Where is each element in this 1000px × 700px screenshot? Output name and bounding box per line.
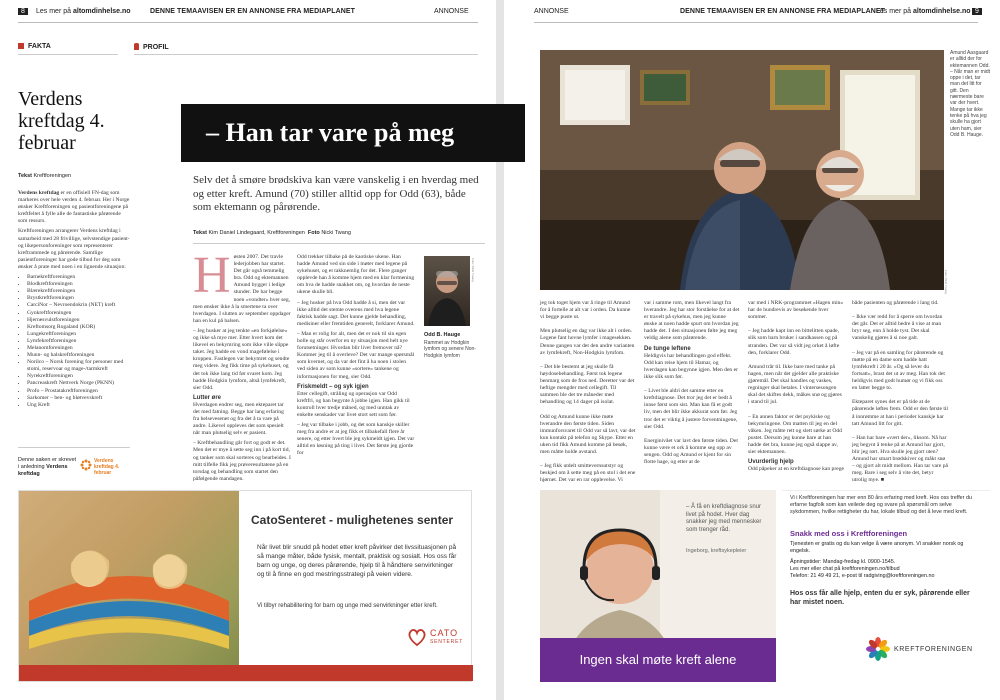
page-number: 9 (972, 8, 982, 15)
organization-item: • Hjernesvulstforeningen (27, 317, 130, 324)
ad-photo-children (19, 491, 239, 667)
organization-item: • Pancreaskreft Nettverk Norge (PKNN) (27, 380, 130, 387)
ad-hours: Åpningstider: Mandag-fredag kl. 0900-1545. (790, 559, 896, 565)
photo-credit: Foto: Nicki Twang (944, 270, 948, 294)
page-header (504, 8, 1000, 20)
fakta-title: Verdens kreftdag 4. februar (18, 88, 105, 154)
annonse-label: ANNONSE (434, 8, 469, 15)
ad-divider (244, 497, 246, 665)
couple-photo (540, 50, 944, 290)
kreftforeningen-ad-photo[interactable] (540, 490, 776, 682)
organization-item: • Munn- og halskreftforeningen (27, 352, 130, 359)
drop-cap: H (193, 247, 231, 304)
fakta-footer-rule (18, 447, 130, 448)
portrait-photo (424, 256, 470, 326)
article-column-1: Høsten 2007. Det travle lederjobben har startet. Det går også temmelig bra. Odd og ektemannen Amund bygger i ledige stunder. De har begge noen «vondter» hver seg, men ønsker ikke å la smertene ta over hverdagen. I slutten av september oppdager han en kul på halsen. – Jeg husker at jeg tenkte «en forkjølelse» og ikke så mye mer. Etter hvert kom det likevel en bekymring som ikke ville slippe taket. Jeg hadde en vond magefølelse i kroppen. Fastlegen var bekymret og sendte meg videre. Jeg fikk time på sykehuset, og det tok ikke lang tid før svaret kom. Jeg hadde Hodgkin lymfom, altså lymfekreft, sier Odd. Lutter øre Hverdagen endrer seg, men ekteparet tar det med fatning. Begge har lang erfaring fra helsevesenet og fra det å ta vare på andre. Likevel oppleves det som spesielt når man plutselig selv er pasient. – Kreftbehandling går fort og godt er det. Men det er mye å sette seg inn i på kort tid, og tanker som skal sorteres og bearbeides. I mitt tilfelle fikk jeg prøveresultatene på en torsdag og behandling som startet den påfølgende mandagen. (193, 247, 291, 482)
article-column-2: Odd trekker tilbake på de kaotiske ukene. Han hadde Amund ved sin side i møter med legene på sykehuset, og et takknemlig for det. Flere ganger opplevde han å komme hjem med en klar formening om hva de hadde snakket om, og hvordan de neste ukene skulle bli. – Jeg husker på hva Odd hadde å si, men det var ikke alltid det stemte overens med hva legene faktisk hadde sagt. Det kunne gjelde behandling, medisiner eller fremtiden generelt, forklarer Amund. – Man er rolig for alt, men det er nok til sin egen bolle og står overfor en ny situasjon med helt nye forutsetninger. Hvordan blir livet fremover nå? Kommer jeg til å overleve? Det var mange spørsmål som kvernet, og da var det fint å ha noen i stolen ved siden av som kunne «sortere» tankene og informasjonen for meg, sier Odd. Friskmeldt – og syk igjen Etter cellegift, stråling og operasjon var Odd kreftfri, og han begynte å jobbe igjen. Han gikk til kontroll hver tredje måned, og med unntak av enkelte senskader var livet stort sett som før. – Jeg var tilbake i jobb, og det som kanskje skiller meg fra andre er at jeg fikk et tilbakefall flere år senere, og etter hvert ble jeg sykmeldt igjen. Det var alltid en løsning på ting i livet. Det første jeg gjorde for (297, 254, 415, 457)
site-link[interactable]: Les mer på altomdinhelse.no (876, 8, 971, 15)
kreftdag-logo-text: Verdens kreftdag 4. februar (94, 458, 120, 476)
ad-intro: Vi i Kreftforeningen har mer enn 80 års erfaring med kreft. Hos oss treffer du erfarne fagfolk som kan veilede deg og svare på spørsmål om selve sykdommen, hvilke rettigheter du har, lokale tilbud og det å leve med kreft. (790, 495, 972, 515)
ad-quote-name: Ingeborg, kreftsykepleier (686, 548, 747, 554)
ad-title: CatoSenteret - mulighetenes senter (251, 513, 454, 527)
header-rule (534, 22, 978, 23)
page-number: 8 (18, 8, 28, 15)
organization-item: • Lymfekreftforeningen (27, 338, 130, 345)
kreftforeningen-logo-icon (866, 637, 890, 661)
headline: – Han tar vare på meg (181, 104, 525, 162)
article-column-5: var med i NRK-programmet «Hagen min» har de hundrevis av besøkende hver sommer. – Jeg hadde kapt inn en bittelitten spade, slik som barn bruker i sandkassen og på stranden. Det var så vidt jeg orket å løfte den, forklarer Odd. Amund trår til. Ikke bare med tanke på hagen, men når det gjelder alle praktiske gjøremål. Det skal handles og vaskes, regninger skal betales. I vintersesongen skal det skiftes dekk, måkes snø og gjøres i stand til jul. – En annen faktor er det psykiske og bekymringene. Om matten til jeg en del våken. Jeg måtte rett og slett sørke at Odd pustet. Dersom jeg kunne bare at han hadde det bra, kunne jeg også slappe av, sier ektemannen. Uvurderlig hjelp Odd påpeker at en kreftdiagnose kan prege (748, 300, 844, 473)
organization-item: • Sarkomer – ben- og bløtvevskreft (27, 395, 130, 402)
section-fakta: FAKTA (18, 43, 51, 50)
organization-item: • Norilco – Norsk forening for personer med stomi, reservoar og mage-/tarmkreft (27, 359, 130, 373)
organization-item: • Brystkreftforeningen (27, 295, 130, 302)
organization-item: • Blærekreftforeningen (27, 288, 130, 295)
organization-item: • Barnekreftforeningen (27, 274, 130, 281)
article-column-4: var i samme rom, men likevel langt fra hverandre. Jeg har stor forståelse for at det er travelt på sykehus, men jeg kunne ønske at noen hadde spurt om hvordan jeg hadde det. I den situasjonen følte jeg meg veldig alene som pårørende. De tunge leftene Heldigvis har behandlingen god effekt. Odd kan reise hjem til Hamar, og hverdagen kan begynne igjen. Men den er ikke slik som før. – Livet ble aldri det samme etter en kreftdiagnose. Det tror jeg det er bedt å innse først som sist. Man kan få et godt liv, men det blir ikke akkurat som før. Jeg tror det er viktig å justere forventningene, sier Odd. Energinivået var lavt den første tiden. Det kunne være et ork å komme seg opp av sengen. Odd og Amund er kjent for sin flotte hage, og etter at de (644, 300, 740, 466)
ad-cta-body: Tjenesten er gratis og du kan velge å være anonym. Vi snakker norsk og engelsk. (790, 541, 964, 554)
header-rule (18, 22, 478, 23)
organization-item: • Melanomforeningen (27, 345, 130, 352)
ad-red-bar (19, 665, 473, 681)
profile-byline: Tekst Kim Daniel Lindegaard, Kreftforeningen Foto Nicki Twang (193, 230, 351, 236)
cato-logo-line2: SENTERET (430, 639, 464, 645)
lead-text: Selv det å smøre brødskiva kan være vanskelig i en hverdag med og etter kreft. Amund (70) stiller alltid opp for Odd (63), både som ektemann og pårørende. (193, 174, 479, 213)
organization-list (18, 274, 130, 409)
kreftforeningen-logo-text: KREFTFORENINGEN (894, 646, 973, 653)
cato-heart-icon (407, 627, 427, 647)
annonse-label: ANNONSE (534, 8, 569, 15)
organization-item: • Lungekreftforeningen (27, 331, 130, 338)
organization-item: • Ung Kreft (27, 402, 130, 409)
ad-chat-link[interactable]: Les mer eller chat på kreftforeningen.no/tilbud (790, 566, 900, 572)
photo-caption: Amund Aasgaard er alltid der for ektemannen Odd. – Når man er midt oppe i det, tar man det litt for gitt. Den nærmeste bare var der hvert. Mange tar ikke tenke på hva jeg skulle ha gjort uten ham, sier Odd B. Hauge. (950, 50, 991, 138)
header-banner: DENNE TEMAAVISEN ER EN ANNONSE FRA MEDIAPLANET (680, 8, 886, 15)
left-page (0, 0, 496, 700)
portrait-name: Odd B. Hauge (424, 332, 461, 338)
ad-body: Når livet blir snudd på hodet etter kreft påvirker det livssituasjonen på så mange måter, både fysisk, mentalt, praktisk og sosialt. Hos oss får barn og unge, og deres pårørende, hjelp til å håndtere senvirkninger og til å finne en god mestringsstrategi på veien videre. (257, 544, 457, 578)
ad-contact[interactable]: Telefon: 21 49 49 21, e-post til radgiving@kreftforeningen.no (790, 573, 935, 579)
article-column-6: både pasienten og pårørende i lang tid. – Ikke vær redd for å sperre om hvordan det går. Det er alltid bedre å vise at man bryr seg, enn å holde tyst. Det skal vanskelig gjøres å si noe galt. – Jeg var på en samling for pårørende og møtte på en dame som hadde hatt lymfekreft i 20 år. «Og så lever du fortsatt», brast det ut av meg. Han tok det heldigvis med godt humør og vi fikk oss en latter begge to. Ekteparet synes det er på tide at de pårørende løftes frem. Odd er den første til å innrømme at han i perioder kanskje har tatt Amund litt for gitt. – Han har bare «vært der», liksom. Nå har jeg begynt å tenke på at Amund har gjort, blir jeg rørt. Hva skulle jeg gjort uten? Amund har smart brødskiver og måkt snø – og gjort alt midt mellom. Han tar vare på meg. Bare i seg selv å vite det, betyr utrolig mye. ■ (852, 300, 949, 484)
organization-item: • Nyrekreftforeningen (27, 373, 130, 380)
organization-item: • Gynkreftforeningen (27, 310, 130, 317)
ad-closing: Hos oss får alle hjelp, enten du er syk, pårørende eller har mistet noen. (790, 590, 970, 606)
kreftforeningen-ad-info (782, 490, 990, 682)
catosenteret-ad[interactable] (18, 490, 472, 682)
article-column-3: jeg tok toget hjem var å ringe til Amund for å fortelle at alt var i orden. Da kunne vi begge puste ut. Men plutselig en dag var ikke alt i orden. Legene fant hovne lymfer i magesekken. Denne gangen var det den andre varianten av lymfekreft, Non-Hodgkin lymfom. – Det ble bestemt at jeg skulle få høydosebehandling. Først tok legene benmarg som de fros ned. Deretter var det heftige mengder med cellegift. Til sammen ble det tre måneder med behandling og 14 dager på isolat. Odd og Amund kunne ikke møte hverandre den første tiden. Siden immunforsvaret til Odd var så lavt, var det kun kontakt på telefon og Skype. Etter en uken tid fikk Amund komme på besøk, men måtte holde avstand. – Jeg fikk utdelt smittevernsutstyr og beskjed om å sette meg på en stol i det ene hjørnet. Det var en rar opplevelse. Vi (540, 300, 636, 484)
fakta-byline: Tekst Kreftforeningen (18, 173, 72, 179)
cato-logo-line1: CATO (430, 628, 459, 638)
ad-slogan: Ingen skal møte kreft alene (540, 638, 776, 682)
organization-item: • Profo – Prostatakreftforeningen (27, 388, 130, 395)
portrait-credit: Foto: Nicki Twang (471, 258, 475, 282)
section-profil: PROFIL (134, 43, 169, 51)
page-header (0, 8, 496, 20)
profil-rule (134, 54, 478, 55)
ad-tagline: Vi tilbyr rehabilitering for barn og unge med senvirkninger etter kreft. (257, 603, 438, 609)
fakta-footer: Denne saken er skrevet i anledning Verdens kreftdag (18, 457, 77, 477)
fakta-body: Verdens kreftdag er en offisiell FN-dag som markeres over hele verden 4. februar. Her i Norge ønsker Kreftforeningen og pasientforeningene på kreftfeltet å fylle alle de fantastiske pårørende som ressurs. Kreftforeningen arrangerer Verdens kreftdag i samarbeid med 28 frivillige, selvstendige pasient- og likepersonforeninger som representerer kreftrammede og pårørende. Samtlige pasientforeninger har gode tilbud for deg som ønsker å prate med noen i en lignende situasjon: • Barnekreftforeningen • Blodkreftforeningen • Blærekreftforeningen • Brystkreftforeningen • CarciNor – Nevroendokrin (NET) kreft • Gynkreftforeningen • Hjernesvulstforeningen • Kreftomsorg Rogaland (KOR) • Lungekreftforeningen • Lymfekreftforeningen • Melanomforeningen • Munn- og halskreftforeningen • Norilco – Norsk forening for personer med stomi, reservoar og mage-/tarmkreft • Nyrekreftforeningen • Pancreaskreft Nettverk Norge (PKNN) • Profo – Prostatakreftforeningen • Sarkomer – ben- og bløtvevskreft • Ung Kreft (18, 190, 130, 445)
site-link[interactable]: Les mer på altomdinhelse.no (36, 8, 131, 15)
right-page (504, 0, 1000, 700)
organization-item: • Blodkreftforeningen (27, 281, 130, 288)
section-marker-icon (18, 43, 24, 49)
ad-quote: – Å få en kreftdiagnose snur livet på hodet. Hver dag snakker jeg med mennesker som trenger råd. (686, 504, 762, 533)
kreftdag-logo-icon (80, 458, 92, 470)
organization-item: • Kreftomsorg Rogaland (KOR) (27, 324, 130, 331)
portrait-caption: Rammet av Hodgkin lymfom og senere Non-Hodgkin lymfom (424, 340, 476, 359)
ad-cta[interactable]: Snakk med oss i Kreftforeningen (790, 529, 908, 538)
byline-rule (193, 243, 485, 244)
fakta-rule (18, 54, 118, 55)
person-icon (134, 43, 139, 50)
header-banner: DENNE TEMAAVISEN ER EN ANNONSE FRA MEDIAPLANET (150, 8, 356, 15)
organization-item: • CarciNor – Nevroendokrin (NET) kreft (27, 302, 130, 309)
